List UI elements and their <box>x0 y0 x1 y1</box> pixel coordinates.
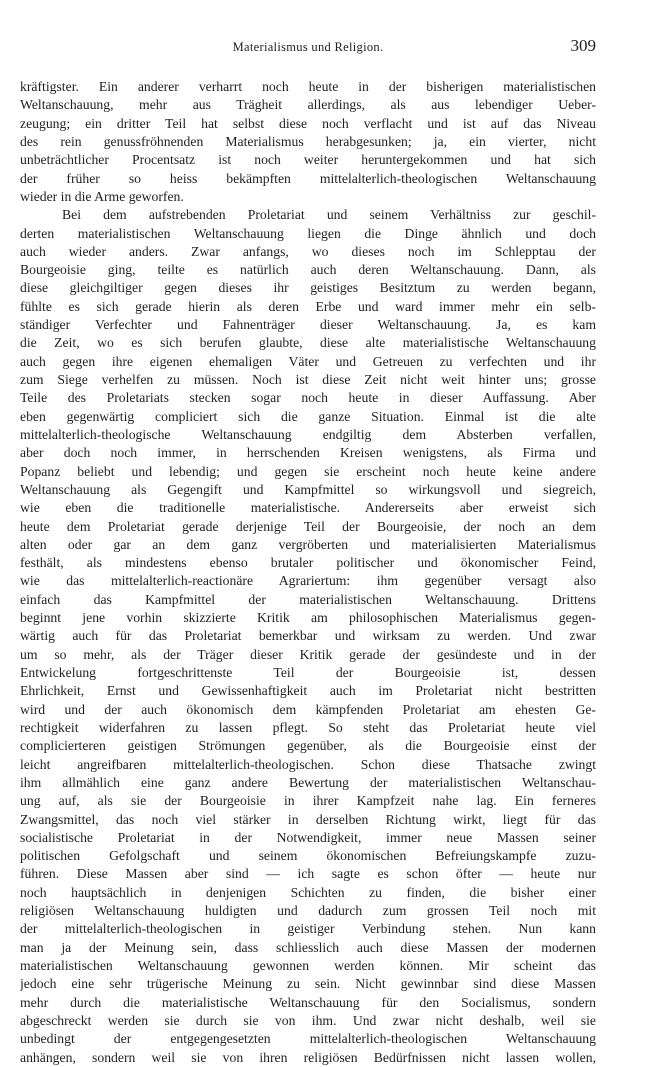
text-line: anhängen, sondern weil sie von ihren religiösen Bedürfnissen nicht lassen wollen, <box>20 1049 596 1065</box>
text-line: wieder in die Arme geworfen. <box>20 188 184 204</box>
text-line: des rein genussfröhnenden Materialismus herabgesunken; ja, ein vierter, nicht <box>20 133 596 149</box>
text-line: Teile des Proletariats stecken sogar noch heute in dieser Auffassung. Aber <box>20 390 596 406</box>
text-line: unbedingt der entgegengesetzten mittelalterlich-theologischen Weltanschauung <box>20 1031 596 1047</box>
text-line: unbeträchtlicher Procentsatz ist noch weiter heruntergekommen und hat sich <box>20 152 596 168</box>
text-line: man ja der Meinung sein, dass schliesslich auch diese Massen der modernen <box>20 939 596 955</box>
text-line: complicierteren geistigen Strömungen gegenüber, als die Bourgeoisie einst der <box>20 738 596 754</box>
text-line: einfach das Kampfmittel der materialistischen Weltanschauung. Drittens <box>20 591 596 607</box>
text-line: ständiger Verfechter und Fahnenträger dieser Weltanschauung. Ja, es kam <box>20 317 596 333</box>
text-line: Weltanschauung als Gegengift und Kampfmittel so wirkungsvoll und siegreich, <box>20 481 596 497</box>
paragraph <box>20 78 596 206</box>
page-number: 309 <box>570 36 596 55</box>
text-line: alten oder gar an dem ganz vergröberten und materialisierten Materialismus <box>20 536 596 552</box>
text-line: die Zeit, wo es sich berufen glaubte, diese alte materialistische Weltanschauung <box>20 335 596 351</box>
text-line: wie das mittelalterlich-reactionäre Agrariertum: ihm gegenüber versagt also <box>20 573 596 589</box>
text-line: materialistischen Weltanschauung gewonnen werden können. Mir scheint das <box>20 958 596 973</box>
text-line: der mittelalterlich-theologischen in geistiger Verbindung stehen. Nun kann <box>20 921 596 937</box>
text-line: rechtigkeit widerfahren zu lassen pflegt. So steht das Proletariat heute viel <box>20 719 596 735</box>
text-line: politischen Gefolgschaft und seinem ökonomischen Befreiungskampfe zuzu- <box>20 848 596 864</box>
text-line: zum Siege verhelfen zu müssen. Noch ist diese Zeit nicht weit hinter uns; grosse <box>20 372 596 387</box>
text-line: socialistische Proletariat in der Notwendigkeit, immer neue Massen seiner <box>20 829 596 845</box>
text-line: auch wieder anders. Zwar anfangs, wo dieses noch im Schlepptau der <box>20 243 596 259</box>
text-line: abgeschreckt werden sie durch sie von ihm. Und zwar nicht deshalb, weil sie <box>20 1012 596 1028</box>
text-line: wie eben die traditionelle materialistische. Andererseits aber erweist sich <box>20 500 596 516</box>
text-line: Entwickelung fortgeschrittenste Teil der Bourgeoisie ist, dessen <box>20 665 596 680</box>
text-line: führen. Diese Massen aber sind — ich sagte es schon öfter — heute nur <box>20 866 596 882</box>
text-line: religiösen Weltanschauung huldigten und dadurch zum grossen Teil noch mit <box>20 903 596 919</box>
text-line: Weltanschauung, mehr aus Trägheit allerdings, als aus lebendiger Ueber- <box>20 97 596 113</box>
text-line: um so mehr, als der Träger dieser Kritik gerade der gesündeste und in der <box>20 646 596 662</box>
text-line: heute dem Proletariat gerade derjenige Teil der Bourgeoisie, der noch an dem <box>20 518 596 534</box>
text-line: wird und der auch ökonomisch dem kämpfenden Proletariat am ehesten Ge- <box>20 701 596 717</box>
text-line: Popanz beliebt und lebendig; und gegen sie erscheint noch heute keine andere <box>20 463 596 479</box>
page-header <box>20 36 596 60</box>
text-line: festhält, als mindestens ebenso brutaler politischer und ökonomischer Feind, <box>20 555 596 571</box>
text-line: mittelalterlich-theologische Weltanschauung endgiltig dem Absterben verfallen, <box>20 426 596 442</box>
text-line: Bourgeoisie ging, teilte es natürlich auch deren Weltanschauung. Dann, als <box>20 262 596 278</box>
text-line: beginnt jene vorhin skizzierte Kritik am philosophischen Materialismus gegen- <box>20 610 596 626</box>
text-line: fühlte es sich gerade hierin als deren Erbe und ward immer mehr ein selb- <box>20 298 596 314</box>
text-line: wärtig auch für das Proletariat bemerkbar und wirksam zu werden. Und zwar <box>20 628 596 644</box>
text-line: Bei dem aufstrebenden Proletariat und seinem Verhältniss zur geschil- <box>62 207 596 223</box>
text-line: jedoch eine sehr trügerische Meinung zu sein. Nicht gewinnbar sind diese Massen <box>20 976 596 992</box>
text-line: eben gegenwärtig compliciert sich die ganze Situation. Einmal ist die alte <box>20 408 596 424</box>
text-line: noch hauptsächlich in denjenigen Schichten zu finden, die bisher einer <box>20 884 596 900</box>
text-line: diese gleichgiltiger gegen dieses ihr geistiges Besitztum zu werden begann, <box>20 280 596 296</box>
text-line: kräftigster. Ein anderer verharrt noch heute in der bisherigen materialistischen <box>20 79 596 94</box>
text-line: aber doch noch immer, in herrschenden Kreisen wenigstens, als Firma und <box>20 445 596 461</box>
text-line: Ehrlichkeit, Ernst und Gewissenhaftigkeit auch im Proletariat nicht bestritten <box>20 683 596 699</box>
text-line: derten materialistischen Weltanschauung liegen die Dinge ähnlich und doch <box>20 225 596 241</box>
text-line: der früher so heiss bekämpften mittelalterlich-theologischen Weltanschauung <box>20 170 596 186</box>
text-line: Zwangsmittel, das noch viel stärker in derselben Richtung wirkt, liegt für das <box>20 811 596 827</box>
body-text <box>20 78 596 1067</box>
text-line: mehr durch die materialistische Weltanschauung für den Socialismus, sondern <box>20 994 596 1010</box>
text-line: ung auf, als sie der Bourgeoisie in ihrer Kampfzeit nahe lag. Ein ferneres <box>20 793 596 809</box>
text-line: leicht angreifbaren mittelalterlich-theologischen. Schon diese Thatsache zwingt <box>20 756 596 772</box>
running-title: Materialismus und Religion. <box>232 40 384 54</box>
paragraph <box>20 206 596 1067</box>
text-line: ihm allmählich eine ganz andere Bewertung der materialistischen Weltanschau- <box>20 774 596 790</box>
text-line: zeugung; ein dritter Teil hat selbst diese noch verflacht und ist auf das Niveau <box>20 115 596 131</box>
text-line: auch gegen ihre eigenen ehemaligen Väter und Getreuen zu verfechten und ihr <box>20 353 596 369</box>
